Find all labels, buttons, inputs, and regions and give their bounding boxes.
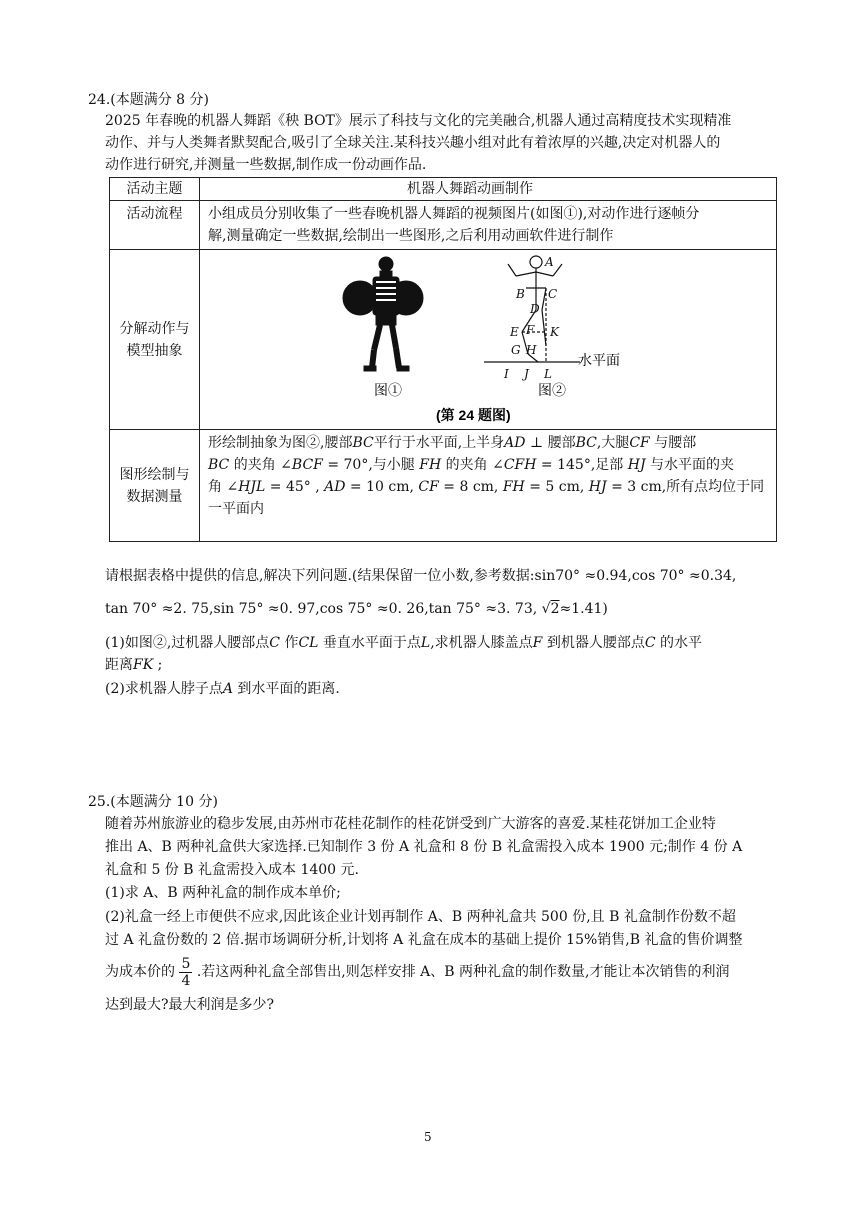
activity-table — [109, 177, 777, 542]
measure-line-2: BC 的夹角 ∠BCF = 70°,与小腿 FH 的夹角 ∠CFH = 145°,足部 HJ 与水平面的夹 — [208, 457, 735, 473]
svg-text:G: G — [511, 343, 521, 357]
svg-text:K: K — [550, 325, 559, 339]
svg-text:C: C — [548, 287, 558, 301]
row-figures — [200, 250, 777, 430]
q24-part-1-cont: 距离FK ; — [105, 657, 163, 673]
q24-info-line-1: 请根据表格中提供的信息,解决下列问题.(结果保留一位小数,参考数据:sin70° ≈0.94,cos 70° ≈0.34, — [105, 568, 737, 584]
fig2-caption: 图② — [538, 382, 566, 398]
figure-title: (第 24 题图) — [436, 407, 511, 423]
svg-text:J: J — [524, 367, 529, 381]
robot-photo-figure — [343, 257, 423, 371]
q25-line-6: 过 A 礼盒份数的 2 倍.据市场调研分析,计划将 A 礼盒在成本的基础上提价 15%销售,B 礼盒的售价调整 — [105, 932, 743, 948]
q25-line-8: 达到最大?最大利润是多少? — [105, 997, 275, 1013]
measure-line-4: 一平面内 — [208, 501, 264, 517]
q25-line-5: (2)礼盒一经上市便供不应求,因此该企业计划再制作 A、B 两种礼盒共 500 份,且 B 礼盒制作份数不超 — [105, 909, 736, 925]
row-label-theme: 活动主题 — [110, 178, 200, 201]
measure-line-1: 形绘制抽象为图②,腰部BC平行于水平面,上半身AD ⊥ 腰部BC,大腿CF 与腰部 — [208, 435, 697, 451]
row-label-measure: 图形绘制与 数据测量 — [110, 430, 200, 542]
horizontal-plane-label: 水平面 — [578, 352, 620, 368]
q24-intro-line-2: 动作、并与人类舞者默契配合,吸引了全球关注.某科技兴趣小组对此有着浓厚的兴趣,决定对机器人的 — [105, 135, 721, 151]
process-line-1: 小组成员分别收集了一些春晚机器人舞蹈的视频图片(如图①),对动作进行逐帧分 — [208, 206, 700, 222]
svg-text:B: B — [516, 287, 525, 301]
q25-title: 25.(本题满分 10 分) — [88, 794, 218, 810]
svg-text:L: L — [544, 367, 552, 381]
table-row — [110, 201, 777, 250]
fraction-five-quarters: $\frac{5}{4}$ — [181, 955, 191, 989]
q24-part-1: (1)如图②,过机器人腰部点C 作CL 垂直水平面于点L,求机器人膝盖点F 到机器人腰部点C 的水平 — [105, 635, 703, 651]
svg-text:H: H — [526, 343, 537, 357]
page-number: 5 — [424, 1130, 432, 1144]
q25-line-4: (1)求 A、B 两种礼盒的制作成本单价; — [105, 885, 341, 901]
q25-line-3: 礼盒和 5 份 B 礼盒需投入成本 1400 元. — [105, 862, 359, 878]
measure-line-3: 角 ∠HJL = 45° , AD = 10 cm, CF = 8 cm, FH = 5 cm, HJ = 3 cm,所有点均位于同 — [208, 479, 765, 495]
table-row — [110, 178, 777, 201]
svg-text:A: A — [545, 255, 554, 269]
table-row — [110, 250, 777, 430]
process-line-2: 解,测量确定一些数据,绘制出一些图形,之后利用动画软件进行制作 — [208, 228, 614, 244]
q24-info-line-2: tan 70° ≈2. 75,sin 75° ≈0. 97,cos 75° ≈0. 26,tan 75° ≈3. 73, √2≈1.41) — [105, 601, 608, 617]
svg-text:D: D — [530, 302, 540, 316]
q25-line-2: 推出 A、B 两种礼盒供大家选择.已知制作 3 份 A 礼盒和 8 份 B 礼盒需投入成本 1900 元;制作 4 份 A — [105, 839, 743, 855]
figure-area — [200, 250, 776, 428]
row-value-measure — [200, 430, 777, 542]
svg-text:E: E — [510, 325, 519, 339]
svg-text:I: I — [504, 367, 509, 381]
row-label-process: 活动流程 — [110, 201, 200, 250]
row-value-theme: 机器人舞蹈动画制作 — [200, 178, 777, 201]
q25-line-1: 随着苏州旅游业的稳步发展,由苏州市花桂花制作的桂花饼受到广大游客的喜爱.某桂花饼加工企业特 — [105, 816, 716, 832]
row-label-model: 分解动作与 模型抽象 — [110, 250, 200, 430]
q24-title: 24.(本题满分 8 分) — [88, 92, 209, 108]
svg-text:F: F — [526, 323, 535, 337]
table-row — [110, 430, 777, 542]
fig1-caption: 图① — [374, 382, 402, 398]
q25-line-7: 为成本价的 $\frac{5}{4}$ .若这两种礼盒全部售出,则怎样安排 A、B 两种礼盒的制作数量,才能让本次销售的利润 — [105, 955, 730, 989]
q24-part-2: (2)求机器人脖子点A 到水平面的距离. — [105, 681, 340, 697]
row-value-process — [200, 201, 777, 250]
q24-intro-line-3: 动作进行研究,并测量一些数据,制作成一份动画作品. — [105, 157, 427, 173]
q24-intro-line-1: 2025 年春晚的机器人舞蹈《秧 BOT》展示了科技与文化的完美融合,机器人通过高精度技术实现精准 — [105, 113, 732, 129]
